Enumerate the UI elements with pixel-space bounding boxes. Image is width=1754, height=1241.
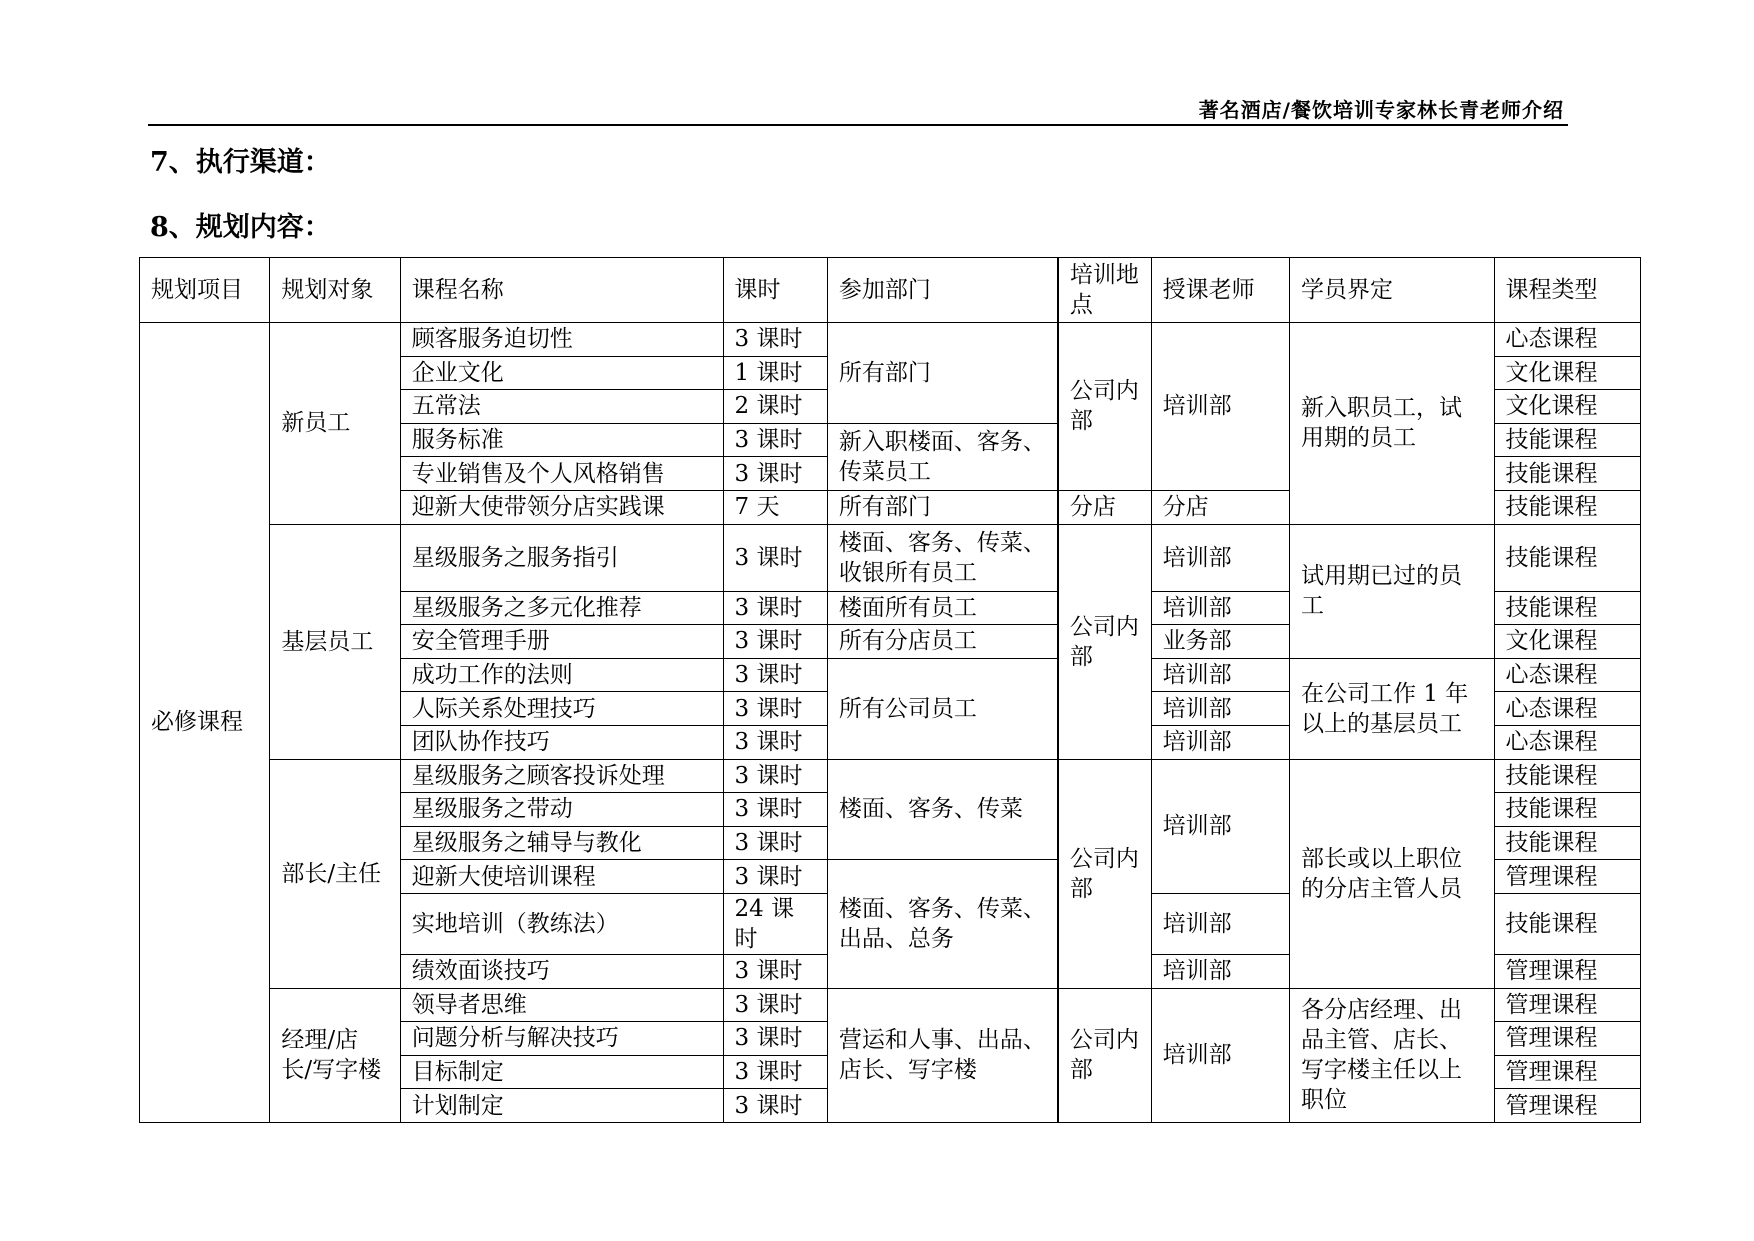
header-title: 著名酒店/餐饮培训专家林长青老师介绍 bbox=[1198, 98, 1564, 122]
course-name: 五常法 bbox=[400, 390, 723, 424]
course-type: 文化课程 bbox=[1494, 390, 1640, 424]
course-type: 技能课程 bbox=[1494, 591, 1640, 625]
target-cell: 新员工 bbox=[270, 323, 400, 525]
course-name: 问题分析与解决技巧 bbox=[400, 1022, 723, 1056]
location-cell: 公司内部 bbox=[1058, 323, 1151, 491]
course-hours: 3 课时 bbox=[723, 793, 827, 827]
location-cell: 分店 bbox=[1058, 490, 1151, 524]
target-cell: 基层员工 bbox=[270, 524, 400, 759]
course-type: 技能课程 bbox=[1494, 490, 1640, 524]
student-cell: 在公司工作 1 年以上的基层员工 bbox=[1290, 658, 1495, 759]
location-cell: 公司内部 bbox=[1058, 988, 1151, 1122]
dept-cell: 新入职楼面、客务、传菜员工 bbox=[827, 423, 1058, 490]
student-cell: 各分店经理、出品主管、店长、写字楼主任以上职位 bbox=[1290, 988, 1495, 1122]
target-cell: 部长/主任 bbox=[270, 759, 400, 988]
table-row bbox=[140, 323, 1641, 357]
location-cell: 公司内部 bbox=[1058, 524, 1151, 759]
column-header: 参加部门 bbox=[827, 258, 1058, 323]
student-cell: 新入职员工，试用期的员工 bbox=[1290, 323, 1495, 525]
course-name: 迎新大使培训课程 bbox=[400, 860, 723, 894]
course-type: 心态课程 bbox=[1494, 725, 1640, 759]
course-type: 技能课程 bbox=[1494, 524, 1640, 591]
teacher-cell: 培训部 bbox=[1151, 893, 1289, 954]
teacher-cell: 培训部 bbox=[1151, 658, 1289, 692]
course-name: 计划制定 bbox=[400, 1089, 723, 1123]
teacher-cell: 培训部 bbox=[1151, 692, 1289, 726]
course-type: 文化课程 bbox=[1494, 356, 1640, 390]
dept-cell: 所有部门 bbox=[827, 323, 1058, 424]
table-header-row bbox=[140, 258, 1641, 323]
course-hours: 3 课时 bbox=[723, 658, 827, 692]
table-row bbox=[140, 524, 1641, 591]
plan-table bbox=[139, 257, 1641, 1123]
teacher-cell: 业务部 bbox=[1151, 625, 1289, 659]
course-type: 管理课程 bbox=[1494, 988, 1640, 1022]
course-hours: 3 课时 bbox=[723, 692, 827, 726]
section-7-heading: 7、执行渠道： bbox=[150, 147, 331, 178]
target-cell: 经理/店长/写字楼 bbox=[270, 988, 400, 1122]
dept-cell: 楼面、客务、传菜 bbox=[827, 759, 1058, 860]
course-hours: 24 课时 bbox=[723, 893, 827, 954]
course-type: 技能课程 bbox=[1494, 793, 1640, 827]
course-type: 心态课程 bbox=[1494, 323, 1640, 357]
course-type: 心态课程 bbox=[1494, 692, 1640, 726]
student-cell: 部长或以上职位的分店主管人员 bbox=[1290, 759, 1495, 988]
course-hours: 3 课时 bbox=[723, 524, 827, 591]
course-name: 成功工作的法则 bbox=[400, 658, 723, 692]
course-hours: 3 课时 bbox=[723, 860, 827, 894]
teacher-cell: 分店 bbox=[1151, 490, 1289, 524]
course-name: 目标制定 bbox=[400, 1055, 723, 1089]
course-name: 绩效面谈技巧 bbox=[400, 954, 723, 988]
teacher-cell: 培训部 bbox=[1151, 725, 1289, 759]
column-header: 学员界定 bbox=[1290, 258, 1495, 323]
dept-cell: 营运和人事、出品、店长、写字楼 bbox=[827, 988, 1058, 1122]
course-hours: 3 课时 bbox=[723, 457, 827, 491]
course-hours: 3 课时 bbox=[723, 625, 827, 659]
dept-cell: 楼面、客务、传菜、出品、总务 bbox=[827, 860, 1058, 988]
course-hours: 3 课时 bbox=[723, 826, 827, 860]
course-name: 星级服务之带动 bbox=[400, 793, 723, 827]
column-header: 课程类型 bbox=[1494, 258, 1640, 323]
course-name: 人际关系处理技巧 bbox=[400, 692, 723, 726]
course-hours: 3 课时 bbox=[723, 988, 827, 1022]
course-hours: 3 课时 bbox=[723, 1055, 827, 1089]
dept-cell: 所有分店员工 bbox=[827, 625, 1058, 659]
course-type: 心态课程 bbox=[1494, 658, 1640, 692]
column-header: 授课老师 bbox=[1151, 258, 1289, 323]
course-name: 星级服务之服务指引 bbox=[400, 524, 723, 591]
course-name: 团队协作技巧 bbox=[400, 725, 723, 759]
course-name: 企业文化 bbox=[400, 356, 723, 390]
course-name: 星级服务之多元化推荐 bbox=[400, 591, 723, 625]
course-type: 管理课程 bbox=[1494, 1089, 1640, 1123]
course-hours: 3 课时 bbox=[723, 954, 827, 988]
dept-cell: 所有公司员工 bbox=[827, 658, 1058, 759]
course-type: 文化课程 bbox=[1494, 625, 1640, 659]
course-type: 管理课程 bbox=[1494, 1055, 1640, 1089]
course-hours: 1 课时 bbox=[723, 356, 827, 390]
teacher-cell: 培训部 bbox=[1151, 988, 1289, 1122]
location-cell: 公司内部 bbox=[1058, 759, 1151, 988]
column-header: 规划对象 bbox=[270, 258, 400, 323]
column-header: 课程名称 bbox=[400, 258, 723, 323]
course-name: 专业销售及个人风格销售 bbox=[400, 457, 723, 491]
course-hours: 3 课时 bbox=[723, 591, 827, 625]
dept-cell: 所有部门 bbox=[827, 490, 1058, 524]
section-8-heading: 8、规划内容： bbox=[150, 212, 331, 243]
teacher-cell: 培训部 bbox=[1151, 954, 1289, 988]
course-type: 技能课程 bbox=[1494, 759, 1640, 793]
dept-cell: 楼面所有员工 bbox=[827, 591, 1058, 625]
course-hours: 7 天 bbox=[723, 490, 827, 524]
course-name: 迎新大使带领分店实践课 bbox=[400, 490, 723, 524]
column-header: 课时 bbox=[723, 258, 827, 323]
page-header bbox=[148, 90, 1568, 126]
teacher-cell: 培训部 bbox=[1151, 323, 1289, 491]
course-name: 星级服务之辅导与教化 bbox=[400, 826, 723, 860]
course-type: 管理课程 bbox=[1494, 860, 1640, 894]
table-row bbox=[140, 988, 1641, 1022]
course-hours: 3 课时 bbox=[723, 725, 827, 759]
course-name: 星级服务之顾客投诉处理 bbox=[400, 759, 723, 793]
teacher-cell: 培训部 bbox=[1151, 759, 1289, 893]
course-type: 技能课程 bbox=[1494, 893, 1640, 954]
teacher-cell: 培训部 bbox=[1151, 591, 1289, 625]
course-name: 实地培训（教练法） bbox=[400, 893, 723, 954]
course-name: 安全管理手册 bbox=[400, 625, 723, 659]
student-cell: 试用期已过的员工 bbox=[1290, 524, 1495, 658]
dept-cell: 楼面、客务、传菜、收银所有员工 bbox=[827, 524, 1058, 591]
course-hours: 3 课时 bbox=[723, 423, 827, 457]
course-type: 管理课程 bbox=[1494, 1022, 1640, 1056]
column-header: 规划项目 bbox=[140, 258, 270, 323]
course-name: 领导者思维 bbox=[400, 988, 723, 1022]
course-hours: 3 课时 bbox=[723, 1089, 827, 1123]
course-hours: 2 课时 bbox=[723, 390, 827, 424]
course-name: 服务标准 bbox=[400, 423, 723, 457]
course-type: 管理课程 bbox=[1494, 954, 1640, 988]
course-type: 技能课程 bbox=[1494, 457, 1640, 491]
course-hours: 3 课时 bbox=[723, 759, 827, 793]
course-name: 顾客服务迫切性 bbox=[400, 323, 723, 357]
course-hours: 3 课时 bbox=[723, 323, 827, 357]
project-cell: 必修课程 bbox=[140, 323, 270, 1123]
course-hours: 3 课时 bbox=[723, 1022, 827, 1056]
teacher-cell: 培训部 bbox=[1151, 524, 1289, 591]
column-header: 培训地点 bbox=[1058, 258, 1151, 323]
table-row bbox=[140, 759, 1641, 793]
course-type: 技能课程 bbox=[1494, 423, 1640, 457]
course-type: 技能课程 bbox=[1494, 826, 1640, 860]
